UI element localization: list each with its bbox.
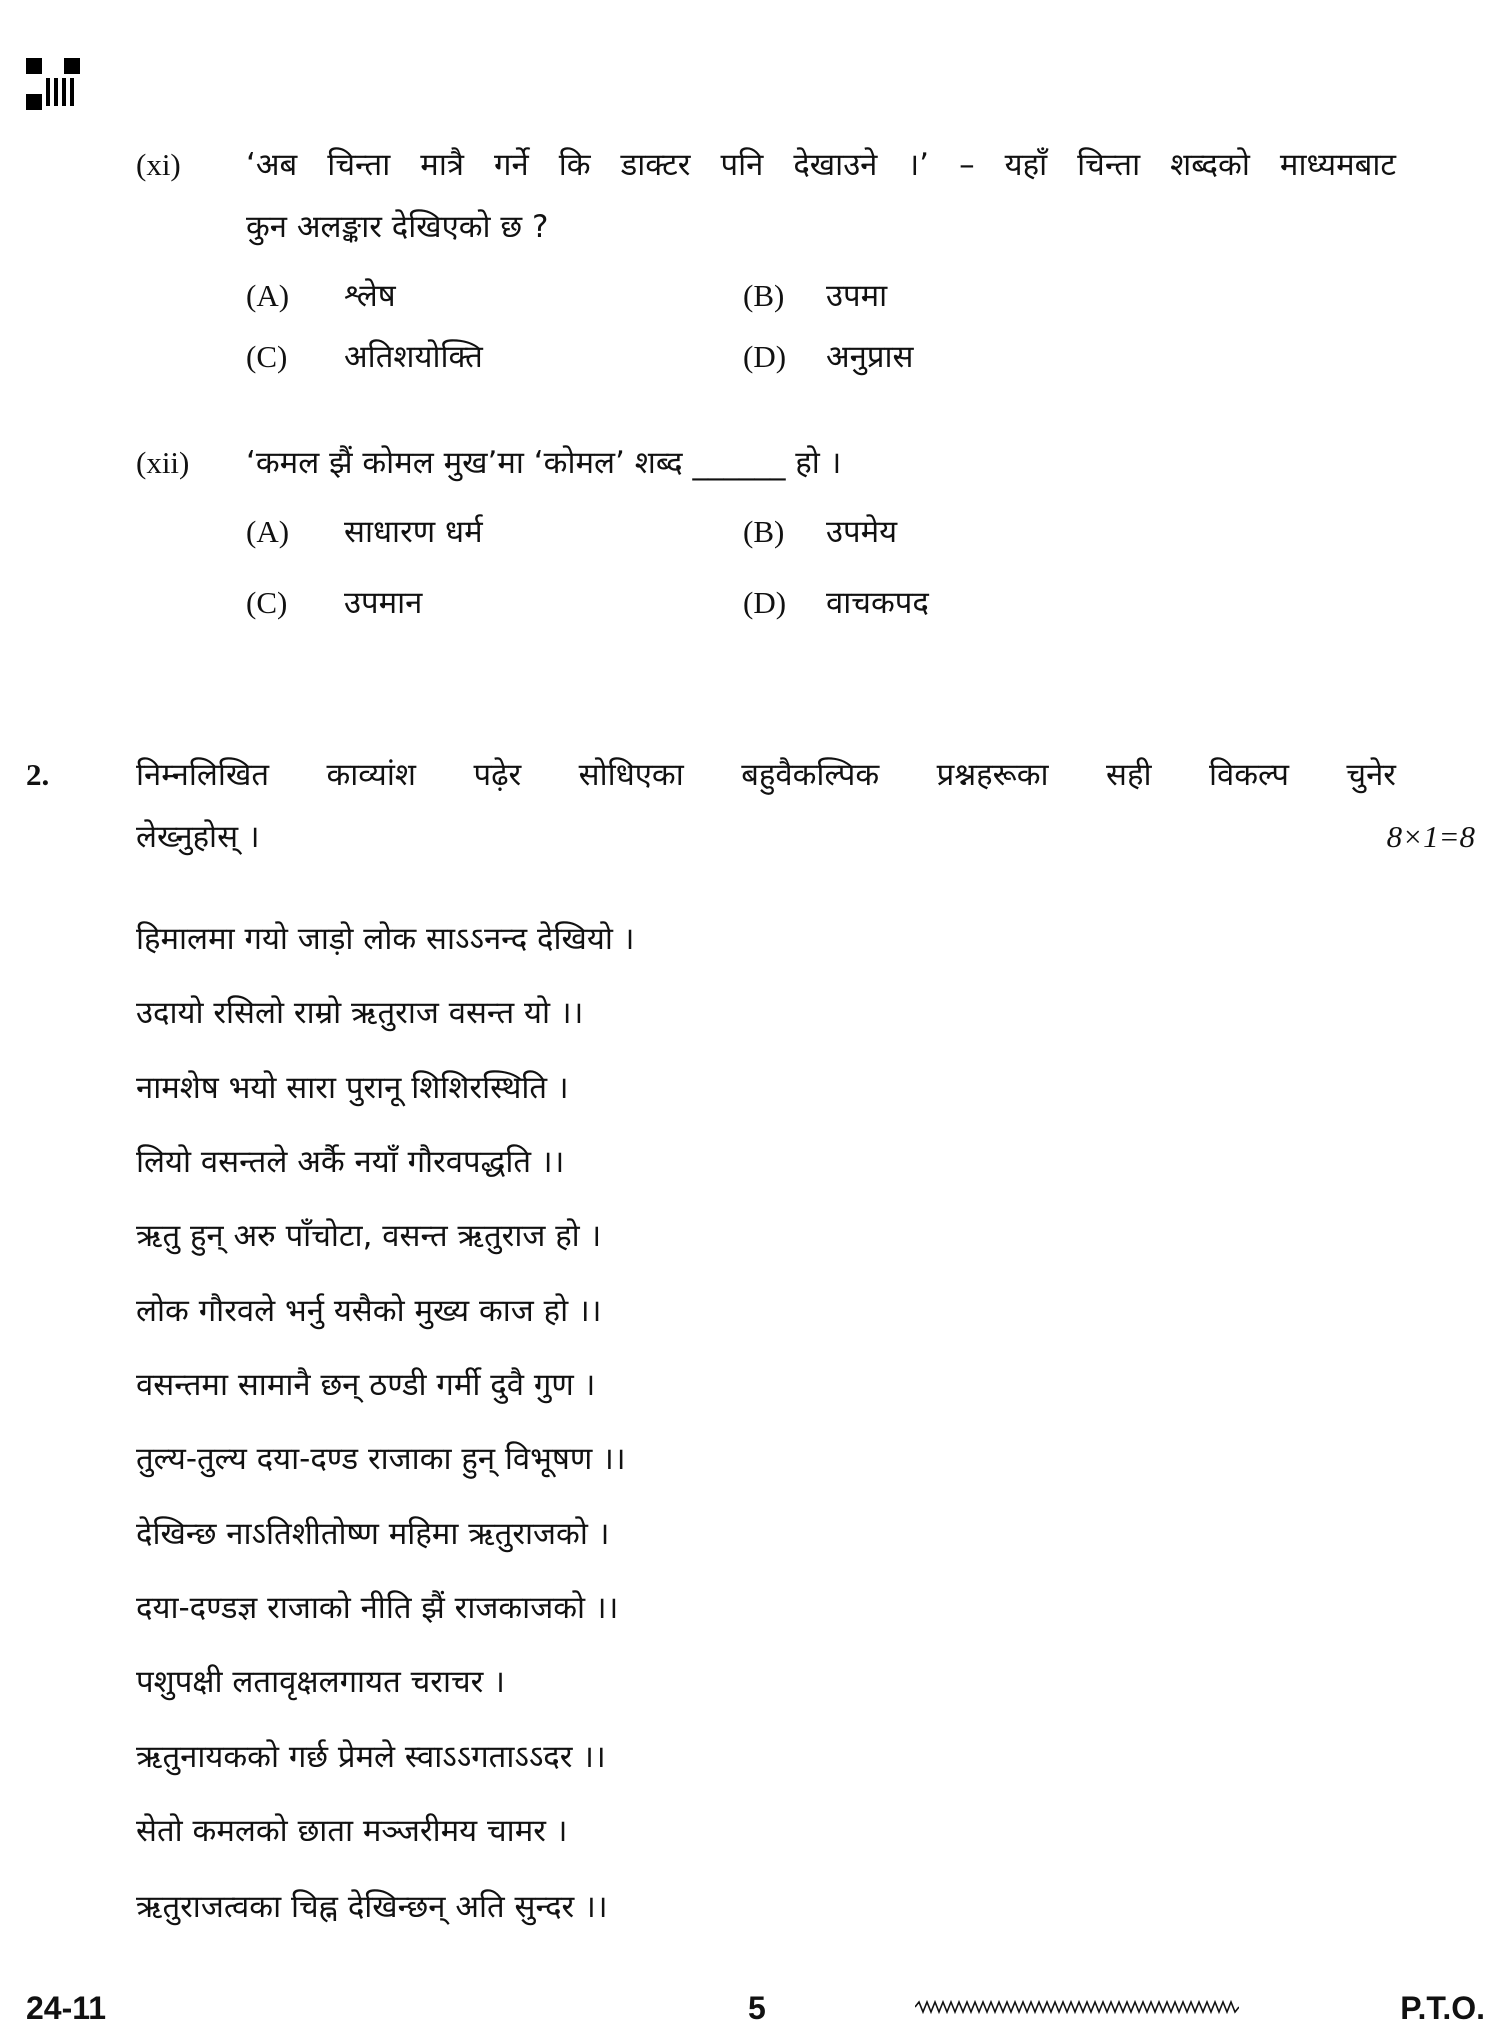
option-text: उपमान	[344, 585, 423, 621]
option-label: (B)	[743, 514, 785, 549]
option-label: (D)	[743, 339, 787, 374]
option-label: (A)	[246, 514, 290, 549]
option-text: अनुप्रास	[826, 339, 914, 375]
question-xi-text-cont: कुन अलङ्कार देखिएको छ ?	[246, 209, 549, 245]
option-label: (C)	[246, 339, 288, 374]
option-label: (B)	[743, 278, 785, 313]
option-label: (D)	[743, 585, 787, 620]
poem-line: तुल्य-तुल्य दया-दण्ड राजाका हुन् विभूषण ।।	[136, 1441, 626, 1477]
poem-line: सेतो कमलको छाता मञ्जरीमय चामर ।	[136, 1813, 568, 1849]
poem-line: ऋतु हुन् अरु पाँचोटा, वसन्त ऋतुराज हो ।	[136, 1218, 602, 1254]
poem-line: ऋतुनायकको गर्छ प्रेमले स्वाऽऽगताऽऽदर ।।	[136, 1739, 606, 1775]
wavy-line-decoration	[915, 2000, 1239, 2014]
poem-line: लोक गौरवले भर्नु यसैको मुख्य काज हो ।।	[136, 1293, 602, 1329]
option-text: साधारण धर्म	[344, 514, 483, 550]
poem-line: ऋतुराजत्वका चिह्न देखिन्छन् अति सुन्दर ।।	[136, 1889, 608, 1925]
poem-line: वसन्तमा सामानै छन् ठण्डी गर्मी दुवै गुण ।	[136, 1367, 596, 1403]
option-text: उपमेय	[826, 514, 898, 550]
poem-line: हिमालमा गयो जाड़ो लोक साऽऽनन्द देखियो ।	[136, 921, 635, 957]
qr-code-icon	[26, 58, 80, 110]
question-number-2: 2.	[26, 757, 50, 792]
option-text: उपमा	[826, 278, 888, 314]
question-2-text: निम्नलिखित काव्यांश पढ़ेर सोधिएका बहुवैकल्पिक प्रश्नहरूका सही विकल्प चुनेर	[136, 757, 1396, 793]
page-number: 5	[748, 1990, 766, 2026]
question-2-text-cont: लेख्नुहोस् ।	[136, 819, 260, 855]
poem-line: दया-दण्डज्ञ राजाको नीति झैं राजकाजको ।।	[136, 1590, 619, 1626]
option-text: अतिशयोक्ति	[344, 339, 483, 375]
question-xi-text: ‘अब चिन्ता मात्रै गर्ने कि डाक्टर पनि देखाउने ।’ – यहाँ चिन्ता शब्दको माध्यमबाट	[246, 147, 1396, 183]
option-text: वाचकपद	[826, 585, 929, 621]
option-text: श्लेष	[344, 278, 396, 314]
option-label: (A)	[246, 278, 290, 313]
question-number-xi: (xi)	[136, 147, 181, 182]
question-xii-text: ‘कमल झैं कोमल मुख’मा ‘कोमल’ शब्द ______ हो ।	[246, 445, 842, 481]
question-number-xii: (xii)	[136, 445, 190, 480]
marks: 8×1=8	[1386, 819, 1475, 854]
poem-line: लियो वसन्तले अर्कै नयाँ गौरवपद्धति ।।	[136, 1144, 565, 1180]
poem-line: पशुपक्षी लतावृक्षलगायत चराचर ।	[136, 1664, 505, 1700]
poem-line: देखिन्छ नाऽतिशीतोष्ण महिमा ऋतुराजको ।	[136, 1516, 610, 1552]
paper-code: 24-11	[26, 1990, 107, 2026]
poem-line: नामशेष भयो सारा पुरानू शिशिरस्थिति ।	[136, 1070, 569, 1106]
option-label: (C)	[246, 585, 288, 620]
pto-label: P.T.O.	[1400, 1990, 1485, 2026]
poem-line: उदायो रसिलो राम्रो ऋतुराज वसन्त यो ।।	[136, 995, 584, 1031]
